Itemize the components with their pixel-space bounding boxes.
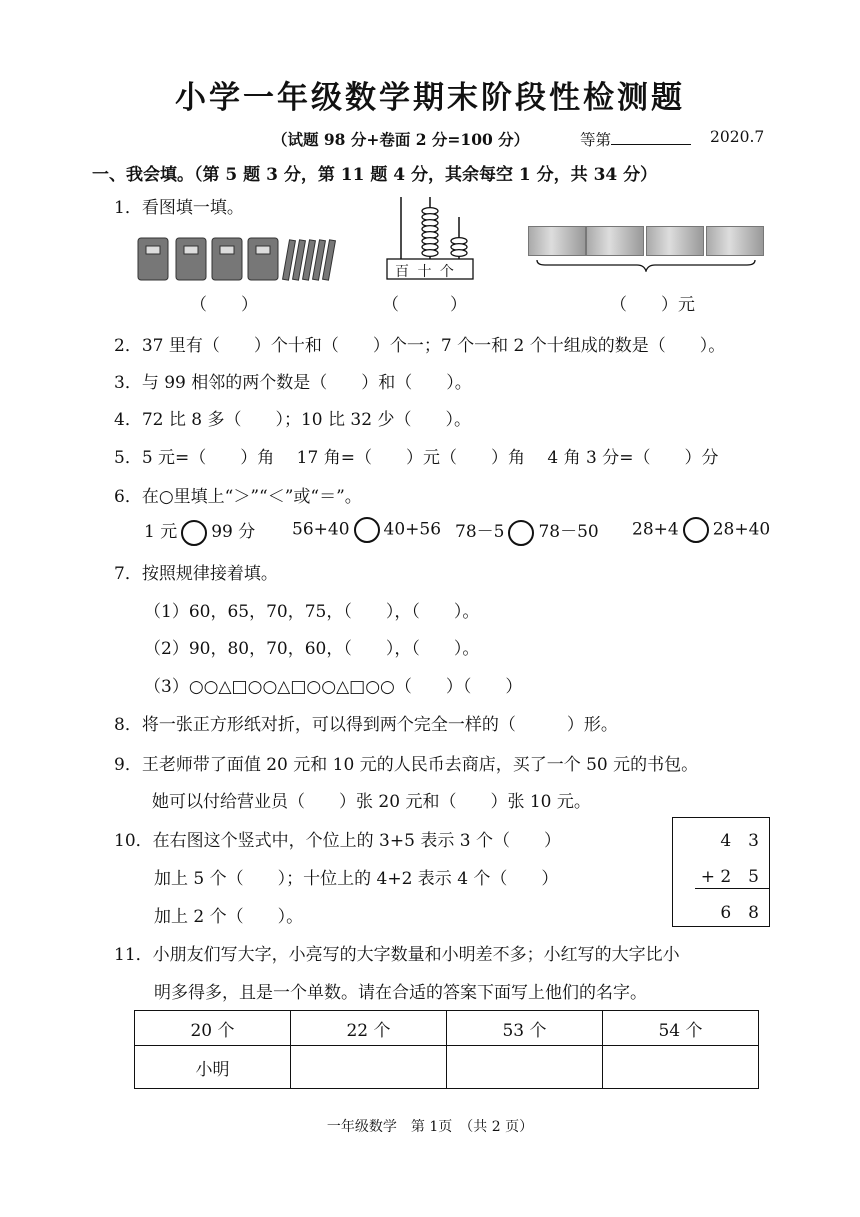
compare-left: 56+40 — [292, 519, 350, 540]
vertical-addition-box — [672, 817, 770, 927]
q9-line-1: 9．王老师带了面值 20 元和 10 元的人民币去商店，买了一个 50 元的书包。 — [114, 755, 699, 775]
q6-compare-4 — [632, 517, 770, 543]
q8-text: 8．将一张正方形纸对折，可以得到两个完全一样的（ ）形。 — [114, 715, 618, 735]
q6-compare-3 — [455, 517, 599, 546]
q11-line-2: 明多得多，且是一个单数。请在合适的答案下面写上他们的名字。 — [154, 983, 647, 1003]
compare-right: 40+56 — [383, 519, 442, 540]
table-cell[interactable] — [603, 1046, 759, 1089]
grade-blank[interactable] — [611, 130, 691, 145]
q5-text: 5．5 元=（ ）角 17 角=（ ）元（ ）角 4 角 3 分=（ ）分 — [114, 448, 719, 468]
q6-text: 6．在○里填上“＞”“＜”或“＝”。 — [114, 487, 362, 507]
exam-date: 2020.7 — [710, 128, 765, 146]
compare-left: 1 元 — [144, 522, 178, 542]
compare-right: 28+40 — [712, 519, 771, 540]
compare-circle[interactable] — [354, 517, 380, 543]
q7-part-2: （2）90，80，70，60，（ ），（ ）。 — [144, 639, 480, 659]
table-header: 53 个 — [447, 1011, 603, 1046]
sum: 6 8 — [720, 903, 759, 923]
q1-text: 1．看图填一填。 — [114, 198, 244, 218]
q11-answer-table — [134, 1010, 759, 1089]
table-header: 20 个 — [135, 1011, 291, 1046]
table-header-row — [135, 1011, 759, 1046]
q6-compare-2 — [292, 517, 441, 543]
page-footer: 一年级数学 第 1页 （共 2 页） — [326, 1119, 534, 1135]
q3-text: 3．与 99 相邻的两个数是（ ）和（ ）。 — [114, 373, 472, 393]
abacus-place-labels: 百 十 个 — [395, 264, 456, 280]
q1-blank-2[interactable]: （ ） — [382, 295, 467, 315]
table-cell[interactable] — [447, 1046, 603, 1089]
sum-line — [695, 888, 769, 889]
q10-line-3: 加上 2 个（ ）。 — [154, 907, 304, 927]
bundle-2 — [176, 238, 206, 280]
grade-label: 等第 — [580, 131, 612, 149]
page-title: 小学一年级数学期末阶段性检测题 — [175, 80, 685, 116]
table-header: 22 个 — [291, 1011, 447, 1046]
table-cell[interactable]: 小明 — [135, 1046, 291, 1089]
q4-text: 4．72 比 8 多（ ）；10 比 32 少（ ）。 — [114, 410, 471, 430]
q7-part-1: （1）60，65，70，75，（ ），（ ）。 — [144, 602, 480, 622]
q6-compare-1 — [144, 517, 255, 546]
banknote-20-a — [586, 226, 644, 256]
compare-circle[interactable] — [683, 517, 709, 543]
compare-circle[interactable] — [508, 520, 534, 546]
compare-left: 28+4 — [632, 519, 679, 540]
table-cell[interactable] — [291, 1046, 447, 1089]
compare-left: 78－5 — [455, 522, 505, 542]
compare-right: 99 分 — [211, 522, 256, 542]
compare-circle[interactable] — [181, 520, 207, 546]
section-1-heading: 一、我会填。（第 5 题 3 分，第 11 题 4 分，其余每空 1 分，共 34 分） — [92, 165, 658, 185]
q9-line-2: 她可以付给营业员（ ）张 20 元和（ ）张 10 元。 — [152, 792, 591, 812]
bundle-1 — [138, 238, 168, 280]
bundle-4 — [248, 238, 278, 280]
table-row — [135, 1046, 759, 1089]
bundle-3 — [212, 238, 242, 280]
q2-text: 2．37 里有（ ）个十和（ ）个一；7 个一和 2 个十组成的数是（ ）。 — [114, 336, 726, 356]
addend-1: 4 3 — [720, 831, 759, 851]
q1-blank-1[interactable]: （ ） — [190, 295, 258, 315]
addend-2: + 2 5 — [700, 867, 759, 887]
q7-text: 7．按照规律接着填。 — [114, 564, 278, 584]
q11-line-1: 11．小朋友们写大字，小亮写的大字数量和小明差不多；小红写的大字比小 — [114, 945, 680, 965]
banknote-20-c — [706, 226, 764, 256]
q10-line-1: 10．在右图这个竖式中，个位上的 3+5 表示 3 个（ ） — [114, 831, 561, 851]
bracket-brace — [535, 258, 757, 272]
score-note: （试题 98 分+卷面 2 分=100 分） — [272, 130, 530, 149]
compare-right: 78－50 — [538, 522, 599, 542]
q1-blank-3[interactable]: （ ）元 — [610, 295, 695, 315]
banknote-50 — [528, 226, 586, 256]
grade-field — [580, 128, 691, 150]
stick-bundles-image — [136, 232, 336, 287]
table-header: 54 个 — [603, 1011, 759, 1046]
banknote-20-b — [646, 226, 704, 256]
q10-line-2: 加上 5 个（ ）；十位上的 4+2 表示 4 个（ ） — [154, 869, 559, 889]
q7-part-3: （3）○○△□○○△□○○△□○○（ ）（ ） — [144, 677, 523, 697]
